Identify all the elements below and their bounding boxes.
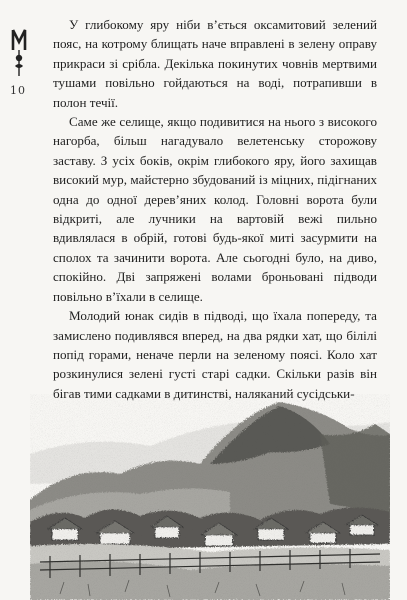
village-illustration [30,394,390,600]
paragraph: Саме же селище, якщо подивитися на нього з високого нагорба, більш нагадувало велетенську сторожову заставу. З усіх боків, окрім глибокого яру, його захищав високий мур, майстерно збудований із міцних, підігнаних одна до одної дерев’яних колод. Головні ворота були відкриті, але лучники на вартовій вежі пильно вдивлялася в обрій, готові будь-якої миті засурмити на сполох та зачинити ворота. Але сьогодні було, на диво, спокійно. Дві запряжені волами броньовані підводи повільно в’їхали в селище. [53,114,377,304]
paragraph: Молодий юнак сидів в підводі, що їхала попереду, та замислено подивлявся вперед, на два рядки хат, що білілі попід горами, неначе перли на зеленому поясі. Коло хат розкинулися зелені густі старі садки. Скільки разів він бігав тими садками в дитинстві, наляканий сусідськи- [53,308,377,401]
text-body [53,15,377,403]
page-number: 10 [10,84,26,97]
paragraph: У глибокому яру ніби в’ється оксамитовий зелений пояс, на котрому блищать наче вправлені в зелену оправу прикраси зі срібла. Декілька покинутих човнів мертвими тушами повільно гойдаються на воді, потрапивши в полон течії. [53,17,377,110]
vertical-ornament-icon [10,28,28,78]
